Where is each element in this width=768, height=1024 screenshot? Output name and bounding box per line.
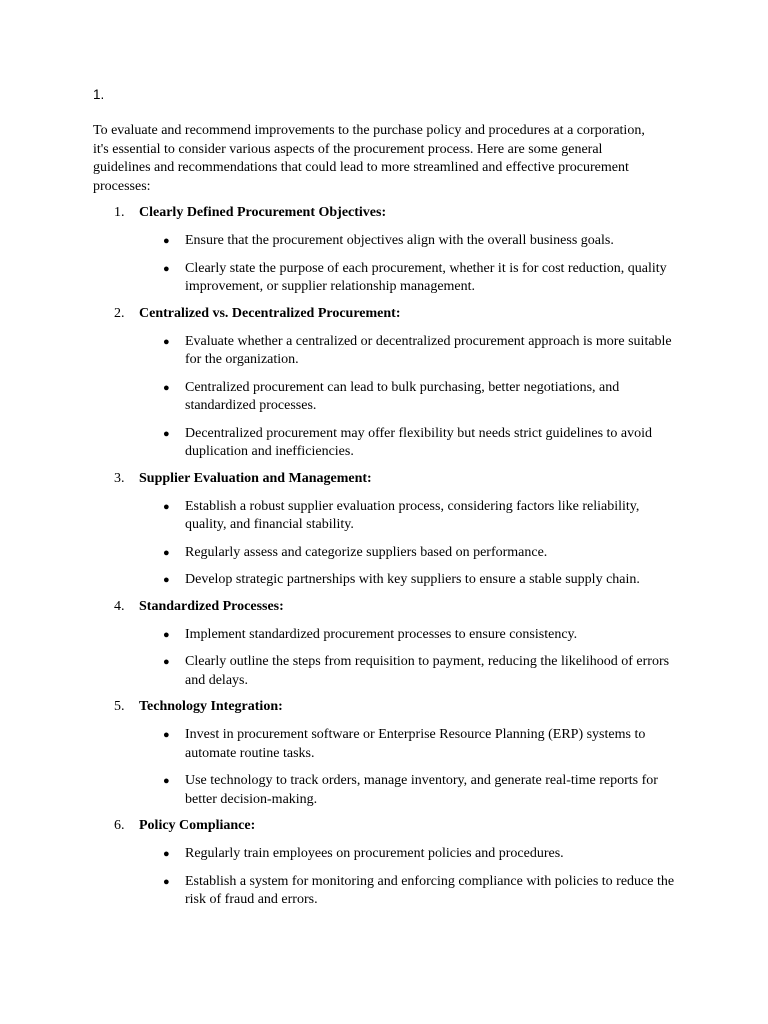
section-heading — [93, 204, 693, 223]
bullet-dot-icon: ● — [163, 546, 170, 559]
page-label: 1. — [93, 87, 105, 102]
bullet-text: Decentralized procurement may offer flexibility but needs strict guidelines to avoid duplication and inefficiencies. — [185, 425, 653, 459]
bullet-text: Clearly outline the steps from requisition to payment, reducing the likelihood of errors and delays. — [185, 654, 670, 688]
section-heading — [93, 598, 693, 617]
bullet-dot-icon: ● — [163, 427, 170, 440]
bullet-dot-icon: ● — [163, 500, 170, 513]
bullet-item — [93, 845, 693, 864]
bullet-list — [93, 726, 693, 809]
section-title: Clearly Defined Procurement Objectives: — [139, 205, 387, 220]
bullet-text: Regularly assess and categorize suppliers based on performance. — [185, 544, 548, 560]
section-number: 3. — [114, 470, 125, 486]
bullet-dot-icon: ● — [163, 381, 170, 394]
bullet-dot-icon: ● — [163, 775, 170, 787]
bullet-text: Invest in procurement software or Enterprise Resource Planning (ERP) systems to automate routine tasks. — [185, 727, 646, 761]
section-item — [93, 204, 693, 297]
bullet-text: Develop strategic partnerships with key suppliers to ensure a stable supply chain. — [185, 572, 640, 587]
bullet-item — [93, 873, 693, 910]
section-item — [93, 470, 693, 590]
bullet-text: Centralized procurement can lead to bulk purchasing, better negotiations, and standardized processes. — [185, 379, 620, 413]
bullet-dot-icon: ● — [163, 335, 170, 348]
bullet-dot-icon: ● — [163, 628, 170, 641]
section-title: Technology Integration: — [139, 699, 283, 714]
section-title: Supplier Evaluation and Management: — [139, 470, 372, 486]
bullet-dot-icon: ● — [163, 875, 170, 888]
bullet-text: Establish a system for monitoring and enforcing compliance with policies to reduce the risk of fraud and errors. — [185, 873, 675, 907]
bullet-text: Implement standardized procurement processes to ensure consistency. — [185, 626, 578, 642]
bullet-dot-icon: ● — [163, 729, 170, 741]
bullet-item — [93, 260, 693, 297]
bullet-text: Establish a robust supplier evaluation process, considering factors like reliability, quality, and financial stability. — [185, 498, 640, 532]
section-item — [93, 817, 693, 910]
bullet-list — [93, 232, 693, 297]
bullet-dot-icon: ● — [163, 848, 170, 860]
bullet-list — [93, 626, 693, 691]
bullet-item — [93, 726, 693, 763]
section-heading — [93, 305, 693, 324]
bullet-item — [93, 571, 693, 590]
section-number: 1. — [114, 205, 125, 220]
section-number: 4. — [114, 598, 125, 614]
bullet-dot-icon: ● — [163, 262, 170, 275]
bullet-item — [93, 544, 693, 563]
section-number: 6. — [114, 818, 125, 833]
section-title: Centralized vs. Decentralized Procurement: — [139, 305, 401, 321]
bullet-item — [93, 379, 693, 416]
section-item — [93, 305, 693, 462]
bullet-text: Evaluate whether a centralized or decentralized procurement approach is more suitable for the organization. — [185, 333, 672, 367]
bullet-item — [93, 232, 693, 251]
bullet-item — [93, 653, 693, 690]
bullet-list — [93, 498, 693, 590]
bullet-text: Ensure that the procurement objectives align with the overall business goals. — [185, 233, 614, 248]
section-heading — [93, 817, 693, 836]
bullet-list — [93, 333, 693, 462]
bullet-item — [93, 333, 693, 370]
bullet-dot-icon: ● — [163, 235, 170, 247]
bullet-item — [93, 772, 693, 809]
section-title: Policy Compliance: — [139, 818, 256, 833]
bullet-text: Regularly train employees on procurement policies and procedures. — [185, 846, 564, 861]
section-item — [93, 598, 693, 691]
bullet-text: Use technology to track orders, manage inventory, and generate real-time reports for better decision-making. — [185, 773, 658, 807]
bullet-dot-icon: ● — [163, 656, 170, 668]
section-heading — [93, 470, 693, 489]
recommendations-list — [93, 204, 693, 918]
section-title: Standardized Processes: — [139, 598, 284, 614]
bullet-text: Clearly state the purpose of each procurement, whether it is for cost reduction, quality improvement, or supplier relationship management. — [185, 260, 667, 294]
bullet-item — [93, 626, 693, 645]
section-number: 2. — [114, 305, 125, 321]
bullet-item — [93, 425, 693, 462]
section-item — [93, 698, 693, 809]
intro-paragraph: To evaluate and recommend improvements to the purchase policy and procedures at a corporation, it's essential to consider various aspects of the procurement process. Here are some general guidelines and recommendations that could lead to more streamlined and effective procurement processes: — [93, 123, 645, 194]
section-heading — [93, 698, 693, 717]
bullet-list — [93, 845, 693, 910]
bullet-dot-icon: ● — [163, 574, 170, 586]
section-number: 5. — [114, 699, 125, 714]
bullet-item — [93, 498, 693, 535]
